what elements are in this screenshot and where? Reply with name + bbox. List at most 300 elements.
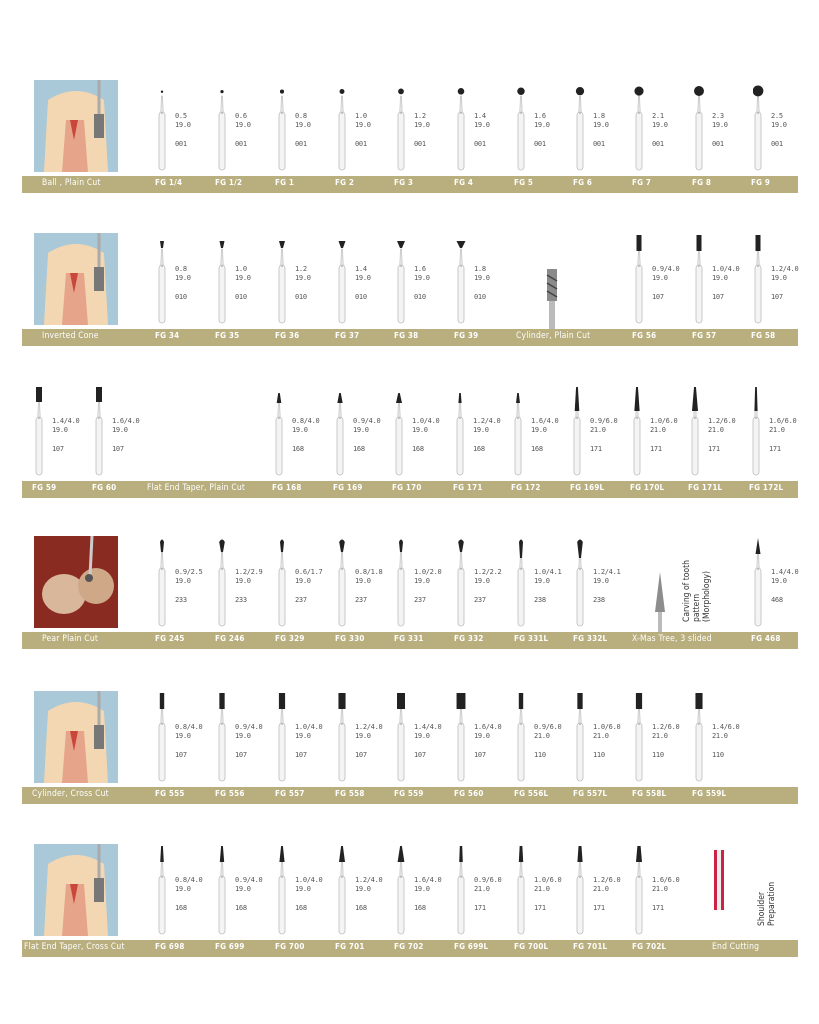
bur-item	[456, 846, 516, 938]
bur-icon	[157, 846, 169, 938]
category-label: Flat End Taper, Cross Cut	[24, 942, 125, 952]
bur-iso: 168	[295, 904, 307, 912]
bur-item	[572, 387, 632, 479]
bur-item	[516, 846, 576, 938]
bur-size: 1.4	[355, 265, 367, 273]
bur-icon	[217, 82, 229, 174]
bur-item	[753, 538, 813, 630]
bur-icon	[753, 538, 765, 630]
bur-iso: 168	[355, 904, 367, 912]
bur-iso: 107	[295, 751, 307, 759]
bur-iso: 168	[353, 445, 365, 453]
bur-spec	[652, 112, 668, 149]
bur-icon	[396, 82, 408, 174]
bur-iso: 168	[292, 445, 304, 453]
bur-spec	[355, 723, 382, 760]
bur-icon	[337, 82, 349, 174]
bur-item	[632, 387, 692, 479]
bur-iso: 168	[473, 445, 485, 453]
bur-iso: 233	[235, 596, 247, 604]
bur-code: FG 246	[215, 634, 245, 643]
bur-length: 19.0	[534, 577, 550, 585]
bur-icon	[217, 538, 229, 630]
category-label: Inverted Cone	[42, 331, 99, 341]
bur-spec	[534, 723, 561, 760]
bur-iso: 237	[414, 596, 426, 604]
bur-icon	[456, 846, 468, 938]
bur-item	[694, 82, 754, 174]
bur-iso: 001	[534, 140, 546, 148]
bur-length: 21.0	[474, 885, 490, 893]
bur-spec	[112, 417, 139, 454]
bur-item	[335, 387, 395, 479]
bur-spec	[771, 568, 798, 605]
bur-icon	[277, 82, 289, 174]
bur-spec	[652, 265, 679, 302]
bur-length: 19.0	[353, 426, 369, 434]
bur-spec	[235, 876, 262, 913]
bur-code: FG 468	[751, 634, 781, 643]
bur-length: 19.0	[593, 121, 609, 129]
bur-code: FG 331L	[514, 634, 549, 643]
bur-iso: 010	[235, 293, 247, 301]
bur-icon	[157, 82, 169, 174]
bur-icon	[456, 693, 468, 785]
bur-size: 1.2	[295, 265, 307, 273]
bur-iso: 171	[590, 445, 602, 453]
bur-size: 0.9/6.0	[534, 723, 562, 731]
bur-size: 1.4/4.0	[414, 723, 442, 731]
bur-spec	[712, 723, 739, 760]
bur-item	[694, 235, 754, 327]
bur-length: 19.0	[652, 274, 668, 282]
bur-item	[337, 235, 397, 327]
bur-size: 2.1	[652, 112, 664, 120]
bur-spec	[295, 723, 322, 760]
bur-iso: 171	[769, 445, 781, 453]
bur-length: 19.0	[414, 885, 430, 893]
bur-item	[753, 82, 813, 174]
bur-code: FG 702L	[632, 942, 667, 951]
bur-spec	[353, 417, 380, 454]
bur-item	[456, 538, 516, 630]
bur-icon	[335, 387, 347, 479]
bur-spec	[708, 417, 735, 454]
bur-code: FG 2	[335, 178, 355, 187]
bur-size: 0.5	[175, 112, 187, 120]
bur-iso: 107	[355, 751, 367, 759]
section-6	[22, 844, 798, 974]
bur-item	[516, 693, 576, 785]
note-label: Carving of tooth pattern (Morphology)	[682, 560, 712, 622]
bur-icon	[277, 846, 289, 938]
bur-spec	[593, 876, 620, 913]
bur-size: 1.2/4.1	[593, 568, 621, 576]
bur-iso: 001	[235, 140, 247, 148]
bur-item	[690, 387, 750, 479]
bur-size: 0.9/2.5	[175, 568, 203, 576]
bur-iso: 001	[355, 140, 367, 148]
bur-icon	[396, 538, 408, 630]
bur-code: FG 698	[155, 942, 185, 951]
bur-size: 2.3	[712, 112, 724, 120]
illustration-image	[34, 233, 118, 325]
bur-length: 19.0	[771, 577, 787, 585]
bur-code: FG 1/2	[215, 178, 243, 187]
bur-iso: 168	[414, 904, 426, 912]
bur-item	[513, 387, 573, 479]
bur-code: FG 4	[454, 178, 474, 187]
bur-length: 21.0	[652, 885, 668, 893]
bur-length: 19.0	[414, 274, 430, 282]
bur-icon	[516, 82, 528, 174]
bur-size: 0.8/4.0	[175, 876, 203, 884]
bur-spec	[593, 112, 609, 149]
bur-iso: 010	[355, 293, 367, 301]
bur-code: FG 700L	[514, 942, 549, 951]
bur-icon	[217, 235, 229, 327]
bur-code: FG 700	[275, 942, 305, 951]
bur-spec	[295, 112, 311, 149]
bur-spec	[235, 568, 262, 605]
bur-code: FG 331	[394, 634, 424, 643]
bur-icon	[634, 846, 646, 938]
bur-code: FG 59	[32, 483, 57, 492]
bur-iso: 107	[414, 751, 426, 759]
bur-item	[455, 387, 515, 479]
bur-iso: 110	[652, 751, 664, 759]
bur-code: FG 555	[155, 789, 185, 798]
bur-code: FG 557L	[573, 789, 608, 798]
bur-icon	[455, 387, 467, 479]
bur-item	[516, 538, 576, 630]
bur-icon	[396, 846, 408, 938]
bur-size: 0.9/6.0	[590, 417, 618, 425]
bur-icon	[456, 538, 468, 630]
bur-length: 19.0	[474, 732, 490, 740]
bur-length: 19.0	[355, 121, 371, 129]
bur-length: 19.0	[355, 577, 371, 585]
bur-size: 1.4	[474, 112, 486, 120]
section-2	[22, 233, 798, 363]
bur-item	[277, 693, 337, 785]
bur-spec	[473, 417, 500, 454]
bur-icon	[217, 846, 229, 938]
bur-length: 19.0	[295, 577, 311, 585]
bur-length: 19.0	[295, 274, 311, 282]
bur-size: 0.6/1.7	[295, 568, 323, 576]
bur-size: 0.8/4.0	[292, 417, 320, 425]
bur-size: 1.0	[355, 112, 367, 120]
bur-icon	[34, 387, 46, 479]
bur-size: 1.0/2.0	[414, 568, 442, 576]
bur-icon	[396, 693, 408, 785]
bur-code: FG 60	[92, 483, 117, 492]
bur-spec	[593, 568, 620, 605]
category-band	[22, 481, 798, 498]
bur-iso: 010	[474, 293, 486, 301]
bur-size: 1.2/6.0	[652, 723, 680, 731]
bur-code: FG 37	[335, 331, 360, 340]
bur-spec	[414, 876, 441, 913]
category-band	[22, 176, 798, 193]
bur-code: FG 56	[632, 331, 657, 340]
bur-item	[157, 693, 217, 785]
bur-size: 1.6/4.0	[474, 723, 502, 731]
bur-length: 19.0	[414, 577, 430, 585]
bur-item	[274, 387, 334, 479]
bur-item	[34, 387, 94, 479]
bur-length: 19.0	[414, 121, 430, 129]
bur-length: 19.0	[235, 121, 251, 129]
section-1	[22, 80, 798, 210]
illustration-image	[34, 80, 118, 172]
bur-item	[396, 846, 456, 938]
bur-size: 0.9/4.0	[235, 876, 263, 884]
bur-code: FG 699	[215, 942, 245, 951]
bur-item	[516, 82, 576, 174]
bur-length: 19.0	[771, 121, 787, 129]
bur-size: 1.6/6.0	[652, 876, 680, 884]
bur-code: FG 170	[392, 483, 422, 492]
bur-length: 21.0	[534, 885, 550, 893]
bur-code: FG 8	[692, 178, 712, 187]
bur-icon	[337, 846, 349, 938]
bur-iso: 107	[52, 445, 64, 453]
bur-spec	[771, 112, 787, 149]
bur-spec	[474, 568, 501, 605]
bur-code: FG 35	[215, 331, 240, 340]
bur-item	[634, 82, 694, 174]
bur-spec	[175, 876, 202, 913]
bur-item	[157, 82, 217, 174]
bur-size: 1.4/6.0	[712, 723, 740, 731]
category-band	[22, 632, 798, 649]
bur-item	[751, 387, 811, 479]
bur-length: 21.0	[712, 732, 728, 740]
bur-item	[217, 846, 277, 938]
bur-size: 1.6/4.0	[531, 417, 559, 425]
bur-spec	[412, 417, 439, 454]
bur-spec	[175, 723, 202, 760]
bur-item	[337, 538, 397, 630]
illustration-image	[34, 691, 118, 783]
bur-length: 19.0	[712, 121, 728, 129]
bur-spec	[414, 265, 430, 302]
bur-icon	[753, 82, 765, 174]
bur-icon	[277, 538, 289, 630]
bur-icon	[753, 235, 765, 327]
bur-spec	[474, 876, 501, 913]
bur-length: 21.0	[650, 426, 666, 434]
bur-icon	[516, 693, 528, 785]
bur-code: FG 556	[215, 789, 245, 798]
bur-item	[337, 693, 397, 785]
bur-length: 21.0	[593, 885, 609, 893]
bur-iso: 171	[474, 904, 486, 912]
bur-spec	[175, 568, 202, 605]
bur-spec	[355, 876, 382, 913]
bur-iso: 110	[712, 751, 724, 759]
bur-size: 1.0/4.1	[534, 568, 562, 576]
bur-size: 1.0/6.0	[534, 876, 562, 884]
bur-icon	[396, 235, 408, 327]
bur-code: FG 558	[335, 789, 365, 798]
note-label: Shoulder Preparation	[757, 881, 777, 926]
bur-iso: 001	[474, 140, 486, 148]
bur-size: 1.6	[534, 112, 546, 120]
bur-size: 1.2/4.0	[355, 723, 383, 731]
bur-code: FG 245	[155, 634, 185, 643]
bur-code: FG 3	[394, 178, 414, 187]
bur-size: 2.5	[771, 112, 783, 120]
bur-item	[456, 82, 516, 174]
bur-iso: 168	[235, 904, 247, 912]
bur-iso: 237	[474, 596, 486, 604]
bur-size: 1.2/4.0	[355, 876, 383, 884]
bur-spec	[474, 723, 501, 760]
bur-icon	[634, 235, 646, 327]
bur-code: FG 169	[333, 483, 363, 492]
bur-code: FG 699L	[454, 942, 489, 951]
bur-iso: 171	[534, 904, 546, 912]
bur-spec	[295, 265, 311, 302]
bur-code: FG 168	[272, 483, 302, 492]
bur-icon	[516, 538, 528, 630]
bur-icon	[337, 538, 349, 630]
bur-length: 19.0	[355, 274, 371, 282]
bur-size: 0.9/4.0	[652, 265, 680, 273]
bur-icon	[277, 235, 289, 327]
bur-code: FG 558L	[632, 789, 667, 798]
section-3	[22, 385, 798, 515]
bur-code: FG 6	[573, 178, 593, 187]
bur-spec	[769, 417, 796, 454]
bur-spec	[531, 417, 558, 454]
category-label: Ball , Plain Cut	[42, 178, 101, 188]
bur-code: FG 9	[751, 178, 771, 187]
sub-category-label: End Cutting	[712, 942, 760, 952]
bur-item	[694, 693, 754, 785]
bur-iso: 001	[712, 140, 724, 148]
bur-icon	[575, 846, 587, 938]
bur-length: 21.0	[593, 732, 609, 740]
bur-size: 0.9/4.0	[353, 417, 381, 425]
bur-code: FG 172	[511, 483, 541, 492]
bur-size: 1.4/4.0	[52, 417, 80, 425]
bur-size: 1.6/6.0	[769, 417, 797, 425]
bur-spec	[414, 112, 430, 149]
bur-length: 21.0	[652, 732, 668, 740]
bur-length: 19.0	[175, 577, 191, 585]
bur-item	[575, 693, 635, 785]
bur-icon	[394, 387, 406, 479]
bur-size: 0.9/4.0	[235, 723, 263, 731]
bur-icon	[513, 387, 525, 479]
sub-category-bur-image	[650, 572, 670, 632]
bur-size: 1.2/2.9	[235, 568, 263, 576]
bur-item	[396, 538, 456, 630]
bur-length: 21.0	[769, 426, 785, 434]
category-band	[22, 787, 798, 804]
bur-icon	[694, 235, 706, 327]
bur-icon	[694, 693, 706, 785]
bur-code: FG 559L	[692, 789, 727, 798]
bur-icon	[575, 538, 587, 630]
bur-code: FG 329	[275, 634, 305, 643]
bur-length: 19.0	[473, 426, 489, 434]
bur-icon	[575, 693, 587, 785]
bur-iso: 238	[593, 596, 605, 604]
bur-iso: 001	[175, 140, 187, 148]
bur-length: 19.0	[175, 732, 191, 740]
bur-icon	[516, 846, 528, 938]
bur-iso: 107	[235, 751, 247, 759]
bur-length: 19.0	[175, 121, 191, 129]
bur-size: 1.0/4.0	[412, 417, 440, 425]
bur-length: 21.0	[534, 732, 550, 740]
category-label: Pear Plain Cut	[42, 634, 99, 644]
bur-item	[217, 235, 277, 327]
category-label: Flat End Taper, Plain Cut	[147, 483, 246, 493]
category-band	[22, 329, 798, 346]
bur-length: 19.0	[295, 121, 311, 129]
bur-size: 1.0	[235, 265, 247, 273]
bur-code: FG 702	[394, 942, 424, 951]
bur-item	[217, 538, 277, 630]
bur-size: 1.0/6.0	[593, 723, 621, 731]
bur-code: FG 57	[692, 331, 717, 340]
bur-size: 1.2/6.0	[593, 876, 621, 884]
bur-spec	[235, 112, 251, 149]
bur-code: FG 330	[335, 634, 365, 643]
bur-item	[157, 538, 217, 630]
bur-item	[217, 82, 277, 174]
bur-length: 19.0	[235, 577, 251, 585]
bur-length: 19.0	[474, 274, 490, 282]
bur-spec	[292, 417, 319, 454]
bur-code: FG 701	[335, 942, 365, 951]
bur-icon	[94, 387, 106, 479]
bur-length: 19.0	[52, 426, 68, 434]
bur-spec	[534, 112, 550, 149]
bur-iso: 168	[412, 445, 424, 453]
bur-code: FG 332L	[573, 634, 608, 643]
bur-iso: 107	[474, 751, 486, 759]
bur-size: 1.4/4.0	[771, 568, 799, 576]
bur-code: FG 5	[514, 178, 534, 187]
bur-iso: 010	[414, 293, 426, 301]
bur-item	[456, 235, 516, 327]
bur-length: 19.0	[295, 732, 311, 740]
bur-length: 19.0	[771, 274, 787, 282]
bur-iso: 107	[112, 445, 124, 453]
bur-icon	[694, 82, 706, 174]
bur-spec	[52, 417, 79, 454]
bur-code: FG 559	[394, 789, 424, 798]
bur-size: 0.8/1.8	[355, 568, 383, 576]
bur-icon	[157, 693, 169, 785]
bur-size: 1.8	[593, 112, 605, 120]
bur-length: 19.0	[175, 885, 191, 893]
bur-spec	[652, 876, 679, 913]
bur-size: 1.2/4.0	[473, 417, 501, 425]
bur-item	[634, 693, 694, 785]
bur-item	[277, 82, 337, 174]
category-band	[22, 940, 798, 957]
bur-item	[277, 538, 337, 630]
bur-length: 21.0	[708, 426, 724, 434]
